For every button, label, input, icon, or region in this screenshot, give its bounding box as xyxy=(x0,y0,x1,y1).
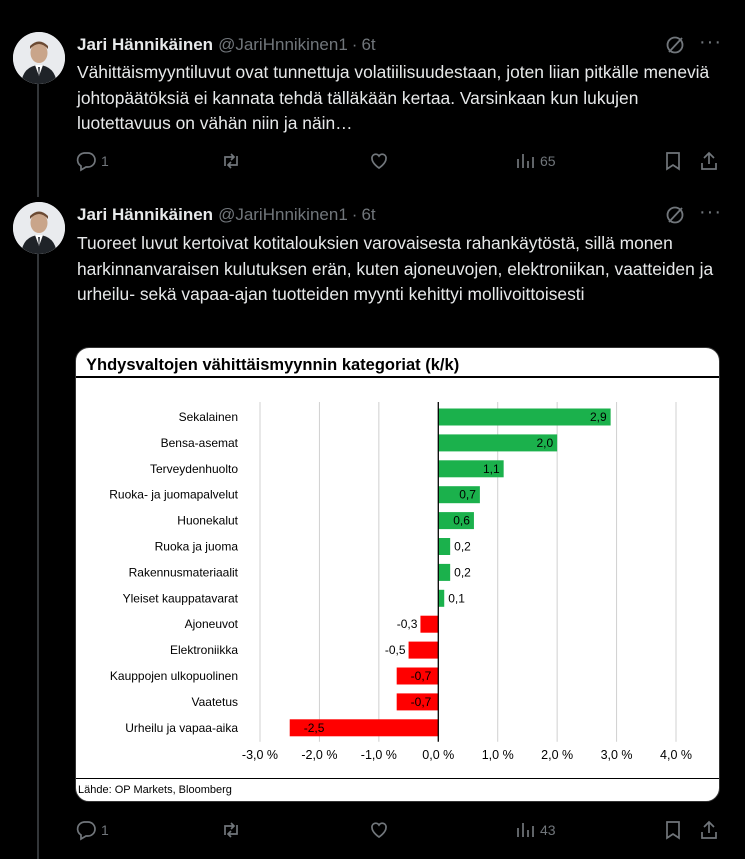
bar xyxy=(438,538,450,555)
bar xyxy=(420,616,438,633)
share-button[interactable] xyxy=(698,150,720,172)
bookmark-icon xyxy=(662,819,684,841)
avatar[interactable] xyxy=(13,202,65,254)
value-label: -0,7 xyxy=(410,669,432,683)
value-label: 0,7 xyxy=(459,487,476,502)
bar xyxy=(438,564,450,581)
chart-source: Lähde: OP Markets, Bloomberg xyxy=(78,784,232,796)
more-icon[interactable]: ··· xyxy=(699,201,722,223)
bookmark-button[interactable] xyxy=(662,150,684,172)
more-icon[interactable]: ··· xyxy=(699,31,722,53)
tweet-actions xyxy=(0,819,745,843)
tweet-text: Vähittäismyyntiluvut ovat tunnettuja volatiilisuudestaan, joten liian pitkälle meneviä johtopäätöksiä ei kannata tehdä tälläkään kertaa. Varsinkaan kun lukujen luotettavuus on vähän niin ja näin… xyxy=(77,62,710,133)
views-count: 65 xyxy=(540,153,556,169)
category-label: Ruoka- ja juomapalvelut xyxy=(109,487,238,502)
bar-chart xyxy=(76,378,720,773)
thread-connector xyxy=(37,82,39,197)
value-label: 0,1 xyxy=(448,591,465,606)
reply-icon xyxy=(75,150,97,172)
value-label: 2,0 xyxy=(536,435,554,450)
category-label: Ruoka ja juoma xyxy=(154,539,238,554)
x-tick-label: -3,0 % xyxy=(241,747,279,762)
retweet-icon xyxy=(220,819,242,841)
value-label: 0,2 xyxy=(454,539,471,554)
reply-button[interactable] xyxy=(75,150,109,172)
reply-count: 1 xyxy=(101,153,109,169)
like-button[interactable] xyxy=(368,150,390,172)
share-button[interactable] xyxy=(698,819,720,841)
bar xyxy=(438,409,610,426)
bar xyxy=(438,590,444,607)
grok-icon[interactable] xyxy=(664,34,686,56)
value-label: 0,6 xyxy=(453,513,470,528)
like-button[interactable] xyxy=(368,819,390,841)
value-label: -0,7 xyxy=(410,694,432,709)
category-label: Urheilu ja vapaa-aika xyxy=(125,720,238,735)
separator-dot: · xyxy=(351,205,358,224)
views-count: 43 xyxy=(540,822,556,838)
value-label: -0,5 xyxy=(384,643,406,658)
x-tick-label: 2,0 % xyxy=(541,747,574,762)
thread-connector xyxy=(37,250,39,859)
avatar-image xyxy=(13,202,65,254)
tweet-text: Tuoreet luvut kertoivat kotitalouksien varovaisesta rahankäytöstä, sillä monen harkinnanvaraisen kulutuksen erän, kuten ajoneuvojen, elektroniikan, vaatteiden ja urheilu- sekä vapaa-ajan tuotteiden myynti kehittyi mollivoittoisesti xyxy=(77,233,714,304)
category-label: Vaatetus xyxy=(191,694,238,709)
retweet-button[interactable] xyxy=(220,819,242,841)
value-label: 2,9 xyxy=(589,410,607,424)
bookmark-button[interactable] xyxy=(662,819,684,841)
retweet-button[interactable] xyxy=(220,150,242,172)
value-label: 0,2 xyxy=(454,565,471,580)
x-tick-label: 0,0 % xyxy=(422,747,455,762)
x-tick-label: 3,0 % xyxy=(600,747,633,762)
category-label: Elektroniikka xyxy=(169,643,238,658)
category-label: Yleiset kauppatavarat xyxy=(122,591,238,606)
chart-image[interactable] xyxy=(75,347,720,802)
reply-button[interactable] xyxy=(75,819,109,841)
value-label: -0,3 xyxy=(396,617,418,632)
chart-title: Yhdysvaltojen vähittäismyynnin kategoriat (k/k) xyxy=(86,356,460,374)
grok-icon[interactable] xyxy=(664,204,686,226)
category-label: Bensa-asemat xyxy=(160,435,238,450)
x-tick-label: -1,0 % xyxy=(360,747,397,762)
like-icon xyxy=(368,150,390,172)
reply-icon xyxy=(75,819,97,841)
avatar[interactable] xyxy=(13,32,65,84)
bar xyxy=(409,642,439,659)
category-label: Rakennusmateriaalit xyxy=(128,565,238,580)
timestamp[interactable]: 6t xyxy=(361,35,376,54)
tweet-header xyxy=(77,35,376,55)
author-name[interactable]: Jari Hännikäinen xyxy=(77,205,214,224)
tweet-header xyxy=(77,205,376,225)
separator-dot: · xyxy=(351,35,358,54)
author-name[interactable]: Jari Hännikäinen xyxy=(77,35,214,54)
reply-count: 1 xyxy=(101,822,109,838)
avatar-image xyxy=(13,32,65,84)
bookmark-icon xyxy=(662,150,684,172)
tweet-actions xyxy=(0,150,745,174)
x-tick-label: -2,0 % xyxy=(301,747,338,762)
views-button[interactable] xyxy=(514,150,556,172)
share-icon xyxy=(698,150,720,172)
category-label: Kauppojen ulkopuolinen xyxy=(109,669,238,683)
x-tick-label: 1,0 % xyxy=(481,747,514,762)
category-label: Sekalainen xyxy=(178,410,238,424)
value-label: -2,5 xyxy=(303,720,325,735)
retweet-icon xyxy=(220,150,242,172)
x-tick-label: 4,0 % xyxy=(660,747,692,762)
category-label: Terveydenhuolto xyxy=(149,461,238,476)
views-icon xyxy=(514,150,536,172)
views-button[interactable] xyxy=(514,819,556,841)
value-label: 1,1 xyxy=(482,461,500,476)
category-label: Huonekalut xyxy=(177,513,238,528)
author-handle[interactable]: @JariHnnikinen1 xyxy=(218,35,348,54)
author-handle[interactable]: @JariHnnikinen1 xyxy=(218,205,348,224)
like-icon xyxy=(368,819,390,841)
views-icon xyxy=(514,819,536,841)
share-icon xyxy=(698,819,720,841)
timestamp[interactable]: 6t xyxy=(361,205,376,224)
category-label: Ajoneuvot xyxy=(184,617,238,632)
source-rule xyxy=(76,778,720,779)
